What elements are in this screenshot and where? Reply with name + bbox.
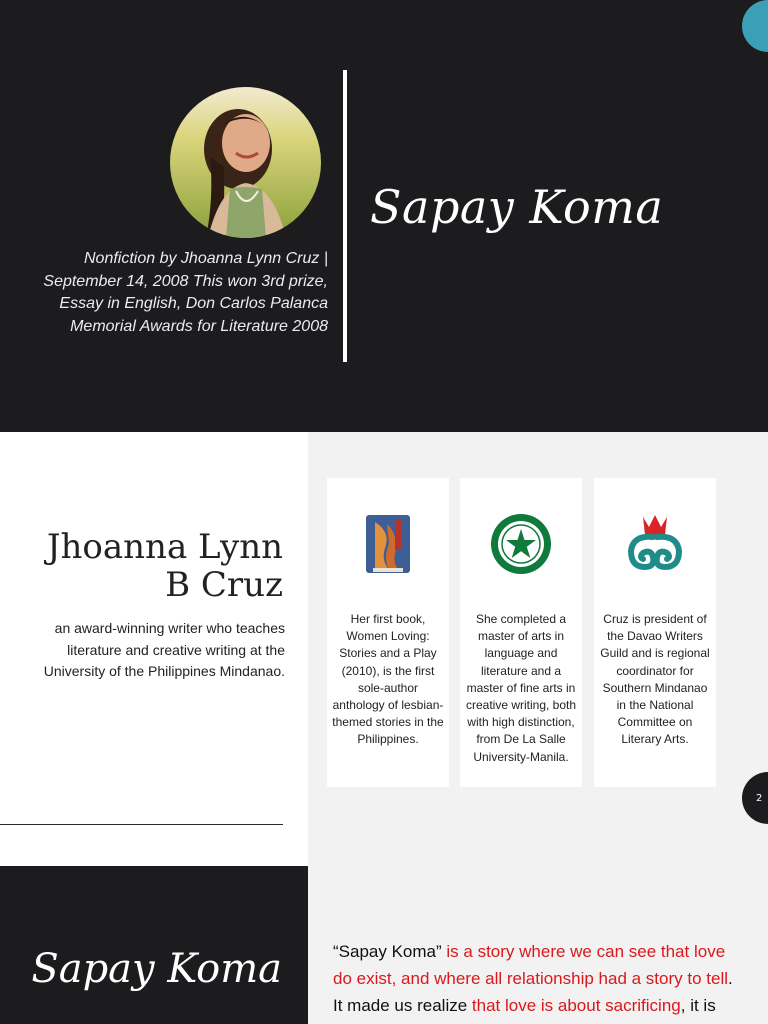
author-name: Jhoanna Lynn B Cruz <box>46 527 283 605</box>
card-text: Her first book, Women Loving: Stories and a Play (2010), is the first sole-author anthology of lesbian-themed stories in the Philippines. <box>332 612 444 747</box>
author-avatar <box>170 87 321 238</box>
card-text: Cruz is president of the Davao Writers Guild and is regional coordinator for Southern Mindanao in the National Committee on Literary Arts. <box>600 612 710 747</box>
author-bio: an award-winning writer who teaches literature and creative writing at the University of the Philippines Mindanao. <box>43 620 285 679</box>
publication-info: Nonfiction by Jhoanna Lynn Cruz | September 14, 2008 This won 3rd prize, Essay in English, Don Carlos Palanca Memorial Awards for Literature 2008 <box>43 250 328 335</box>
info-card-education <box>460 478 582 787</box>
info-card-book <box>327 478 449 787</box>
writers-guild-logo-icon <box>594 506 716 582</box>
story-highlight: that love is about sacrificing <box>471 996 681 1015</box>
story-title: Sapay Koma <box>31 946 282 992</box>
section-divider <box>0 824 283 825</box>
info-card-guild <box>594 478 716 787</box>
story-highlight: is a story where we can see that love do exist, and where all relationship had a story to tell <box>333 942 729 988</box>
story-title-panel <box>0 866 308 1024</box>
book-cover-icon <box>327 506 449 582</box>
story-paragraph <box>333 938 743 1019</box>
story-text: , it is <box>680 996 716 1015</box>
story-text-quote: “Sapay Koma” <box>333 942 442 961</box>
page-number-badge[interactable]: 2 <box>742 772 768 824</box>
story-text: . It made us realize <box>333 969 733 1015</box>
university-seal-icon <box>460 506 582 582</box>
page-title: Sapay Koma <box>370 180 664 234</box>
card-text: She completed a master of arts in language and literature and a master of fine arts in creative writing, both with high distinction, from De La Salle University-Manila. <box>465 612 577 764</box>
title-divider <box>343 70 347 362</box>
